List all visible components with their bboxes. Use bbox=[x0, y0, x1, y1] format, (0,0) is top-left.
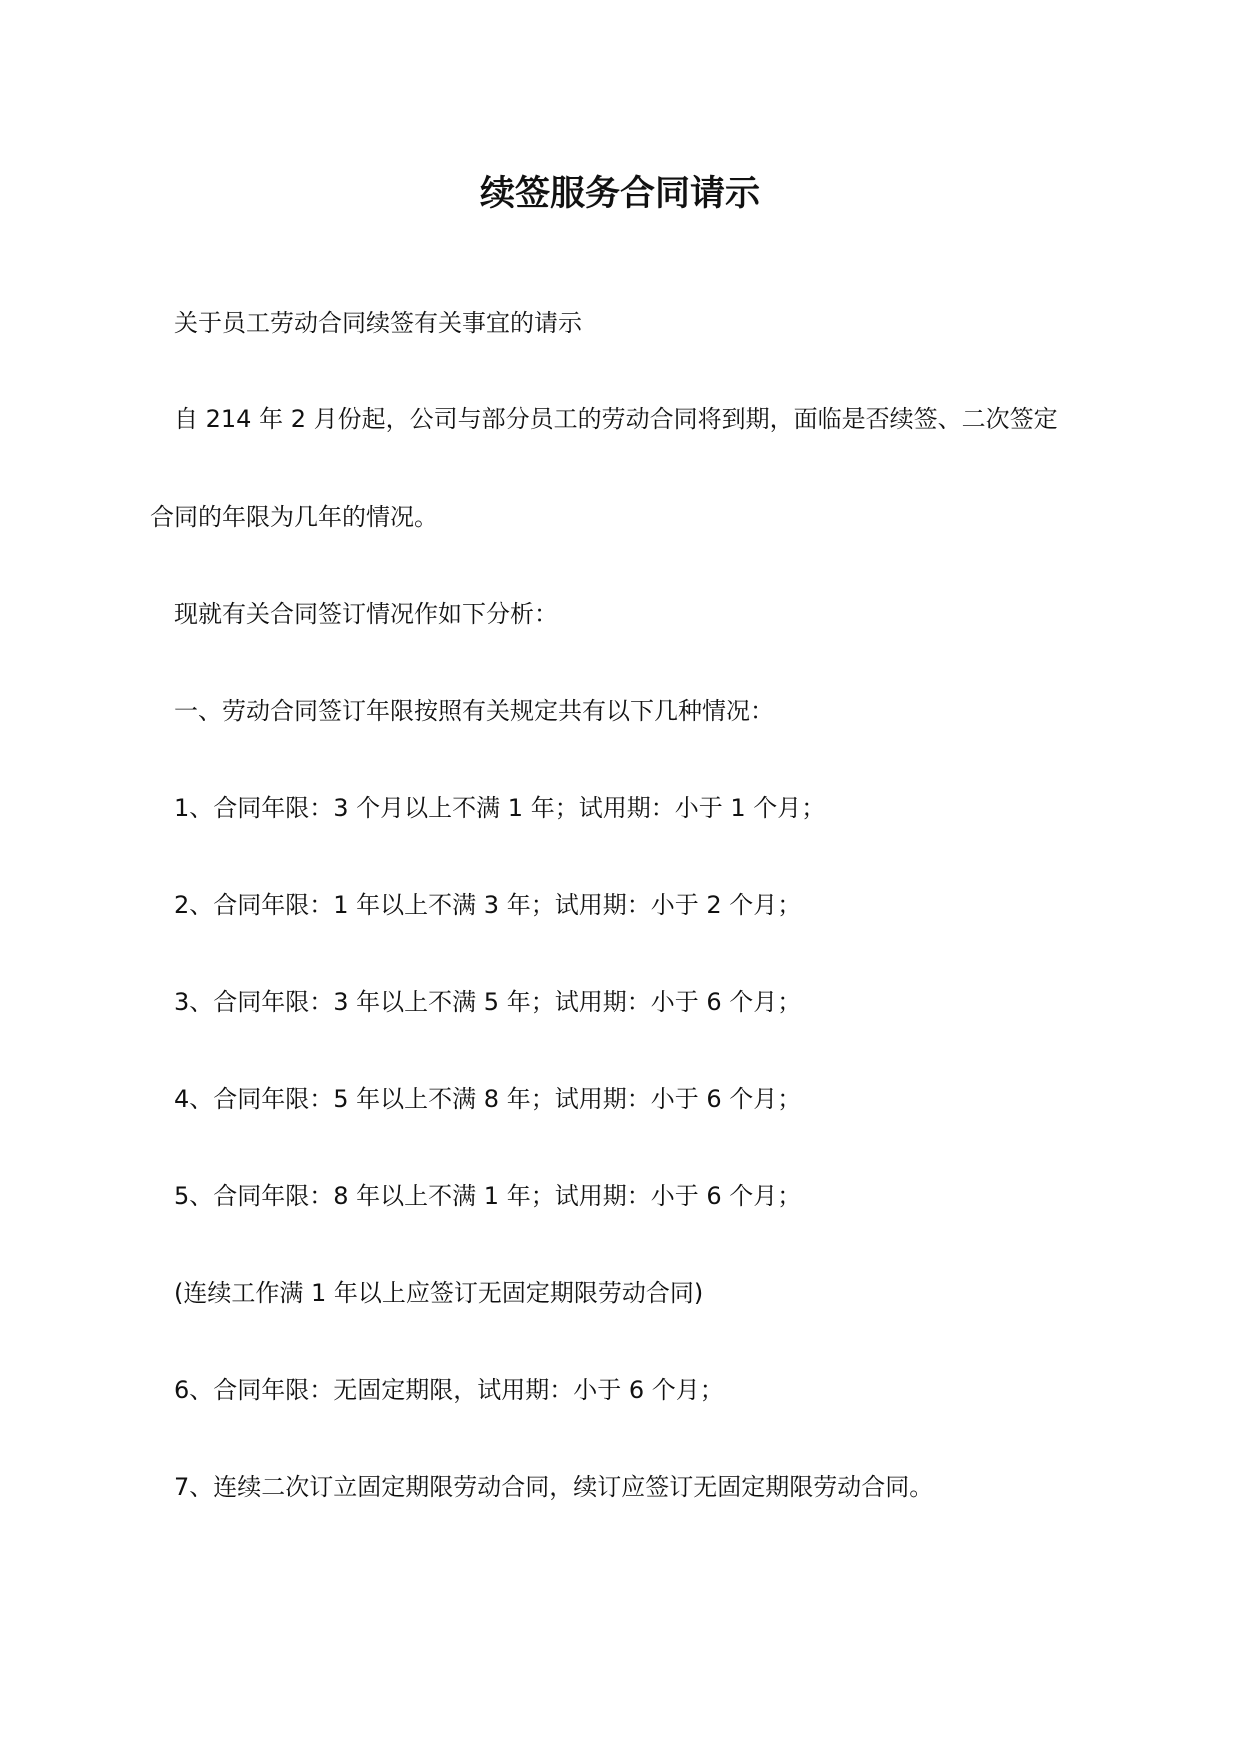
list-item-2: 2、合同年限：1 年以上不满 3 年；试用期：小于 2 个月； bbox=[150, 891, 802, 919]
paragraph-subject: 关于员工劳动合同续签有关事宜的请示 bbox=[150, 309, 582, 337]
list-item-6: 6、合同年限：无固定期限，试用期：小于 6 个月； bbox=[150, 1376, 724, 1404]
list-item-3: 3、合同年限：3 年以上不满 5 年；试用期：小于 6 个月； bbox=[150, 988, 802, 1016]
paragraph-analysis: 现就有关合同签订情况作如下分析： bbox=[150, 600, 558, 628]
paragraph-section-one: 一、劳动合同签订年限按照有关规定共有以下几种情况： bbox=[150, 697, 774, 725]
paragraph-intro-line-2: 合同的年限为几年的情况。 bbox=[150, 503, 438, 531]
paragraph-intro-line-1: 自 214 年 2 月份起，公司与部分员工的劳动合同将到期，面临是否续签、二次签定 bbox=[150, 405, 1058, 433]
list-item-5: 5、合同年限：8 年以上不满 1 年；试用期：小于 6 个月； bbox=[150, 1182, 802, 1210]
list-item-1: 1、合同年限：3 个月以上不满 1 年；试用期：小于 1 个月； bbox=[150, 794, 826, 822]
list-note: (连续工作满 1 年以上应签订无固定期限劳动合同) bbox=[150, 1279, 704, 1307]
list-item-7: 7、连续二次订立固定期限劳动合同，续订应签订无固定期限劳动合同。 bbox=[150, 1473, 934, 1501]
document-title: 续签服务合同请示 bbox=[479, 174, 760, 214]
list-item-4: 4、合同年限：5 年以上不满 8 年；试用期：小于 6 个月； bbox=[150, 1085, 802, 1113]
